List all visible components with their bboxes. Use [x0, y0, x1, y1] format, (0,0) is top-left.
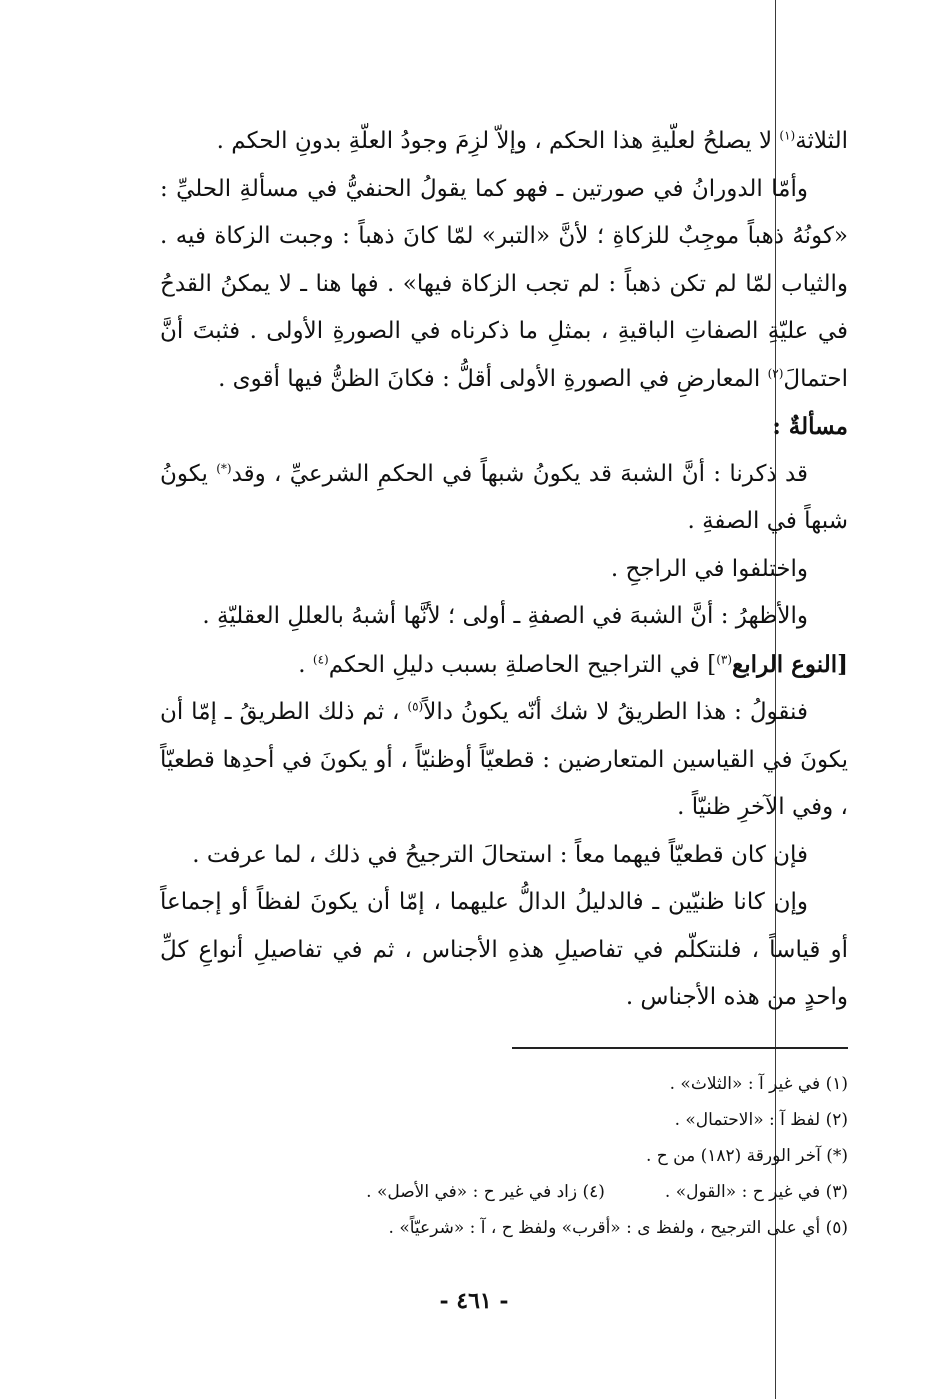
footnote-ref-5: (٥)	[407, 699, 424, 714]
footnote-row-3-4	[200, 1174, 848, 1210]
main-text	[160, 118, 848, 1022]
heading-masala: مسألةٌ :	[772, 413, 848, 440]
paragraph-4: واختلفوا في الراجحِ .	[610, 555, 808, 582]
footnotes	[200, 1066, 848, 1246]
page-number: - ٤٦١ -	[439, 1288, 509, 1314]
footnote-5: (٥) أي على الترجيح ، ولفظ ى : «أقرب» ولفظ ح ، آ : «شرعيّاً» .	[388, 1218, 848, 1238]
footnote-ref-2: (٢)	[767, 365, 784, 380]
footnote-divider	[512, 1047, 848, 1049]
footnote-ref-star: (*)	[216, 460, 232, 475]
footnote-ref-4: (٤)	[312, 651, 329, 666]
footnote-2: (٢) لفظ آ : «الاحتمال» .	[674, 1110, 848, 1130]
footnote-4: (٤) زاد في غير ح : «في الأصل» .	[366, 1182, 605, 1202]
footnote-star: (*) آخر الورقة (١٨٢) من ح .	[645, 1146, 848, 1166]
footnote-3: (٣) في غير ح : «القول» .	[664, 1182, 848, 1202]
footnote-ref-3: (٣)	[716, 651, 733, 666]
footnote-ref-1: (١)	[779, 128, 796, 143]
paragraph-6: فنقولُ : هذا الطريقُ لا شك أنّه يكونُ دالاً$^{(٥)}$ ، ثم ذلك الطريقُ ـ إمّا أن يكونَ في القياسين المتعارضين : قطعيّاً أوظنيّاً ، أو يكونَ في أحدِها قطعيّاً ، وفي الآخرِ ظنيّاً .	[160, 699, 848, 820]
paragraph-7: فإن كان قطعيّاً فيهما معاً : استحالَ الترجيحُ في ذلك ، لما عرفت .	[192, 841, 808, 868]
footnote-1: (١) في غير آ : «الثلاث» .	[669, 1074, 848, 1094]
heading-fourth-type: [النوع الرابع$^{(٣)}$] في التراجيح الحاصلةِ بسبب دليلِ الحكم$^{(٤)}$ .	[298, 650, 848, 678]
paragraph-3: قد ذكرنا : أنَّ الشبهَ قد يكونُ شبهاً في الحكمِ الشرعيِّ ، وقد(*) يكونُ شبهاً في الصفةِ .	[160, 460, 848, 534]
paragraph-1: الثلاثة$^{(١)}$ لا يصلحُ لعلّيةِ هذا الحكم ، وإلاّ لزِمَ وجودُ العلّةِ بدونِ الحكم .	[216, 128, 848, 154]
paragraph-2: وأمّا الدورانُ في صورتين ـ فهو كما يقولُ الحنفيُّ في مسألةِ الحليِّ : «كونُهُ ذهباً موجِبٌ للزكاةِ ؛ لأنَّ «التبر» لمّا كانَ ذهباً : وجبت الزكاة فيه . والثياب لمّا لم تكن ذهباً : لم تجب الزكاة فيها» . فها هنا ـ لا يمكنُ القدحُ في عليّةِ الصفاتِ الباقيةِ ، بمثلِ ما ذكرناه في الصورةِ الأولى . فثبتَ أنَّ احتمالَ$^{(٢)}$ المعارضِ في الصورةِ الأولى أقلُّ : فكانَ الظنُّ فيها أقوى .	[160, 175, 848, 392]
paragraph-5: والأظهرُ : أنَّ الشبهَ في الصفةِ ـ أولى ؛ لأنَّها أشبهُ بالعللِ العقليّةِ .	[202, 603, 808, 629]
paragraph-8: وإن كانا ظنيّين ـ فالدليلُ الدالُّ عليهما ، إمّا أن يكونَ لفظاً أو إجماعاً أو قياساً ، فلنتكلّم في تفاصيلِ هذهِ الأجناس ، ثم في تفاصيلِ أنواعِ كلِّ واحدٍ من هذه الأجناس .	[160, 889, 848, 1010]
